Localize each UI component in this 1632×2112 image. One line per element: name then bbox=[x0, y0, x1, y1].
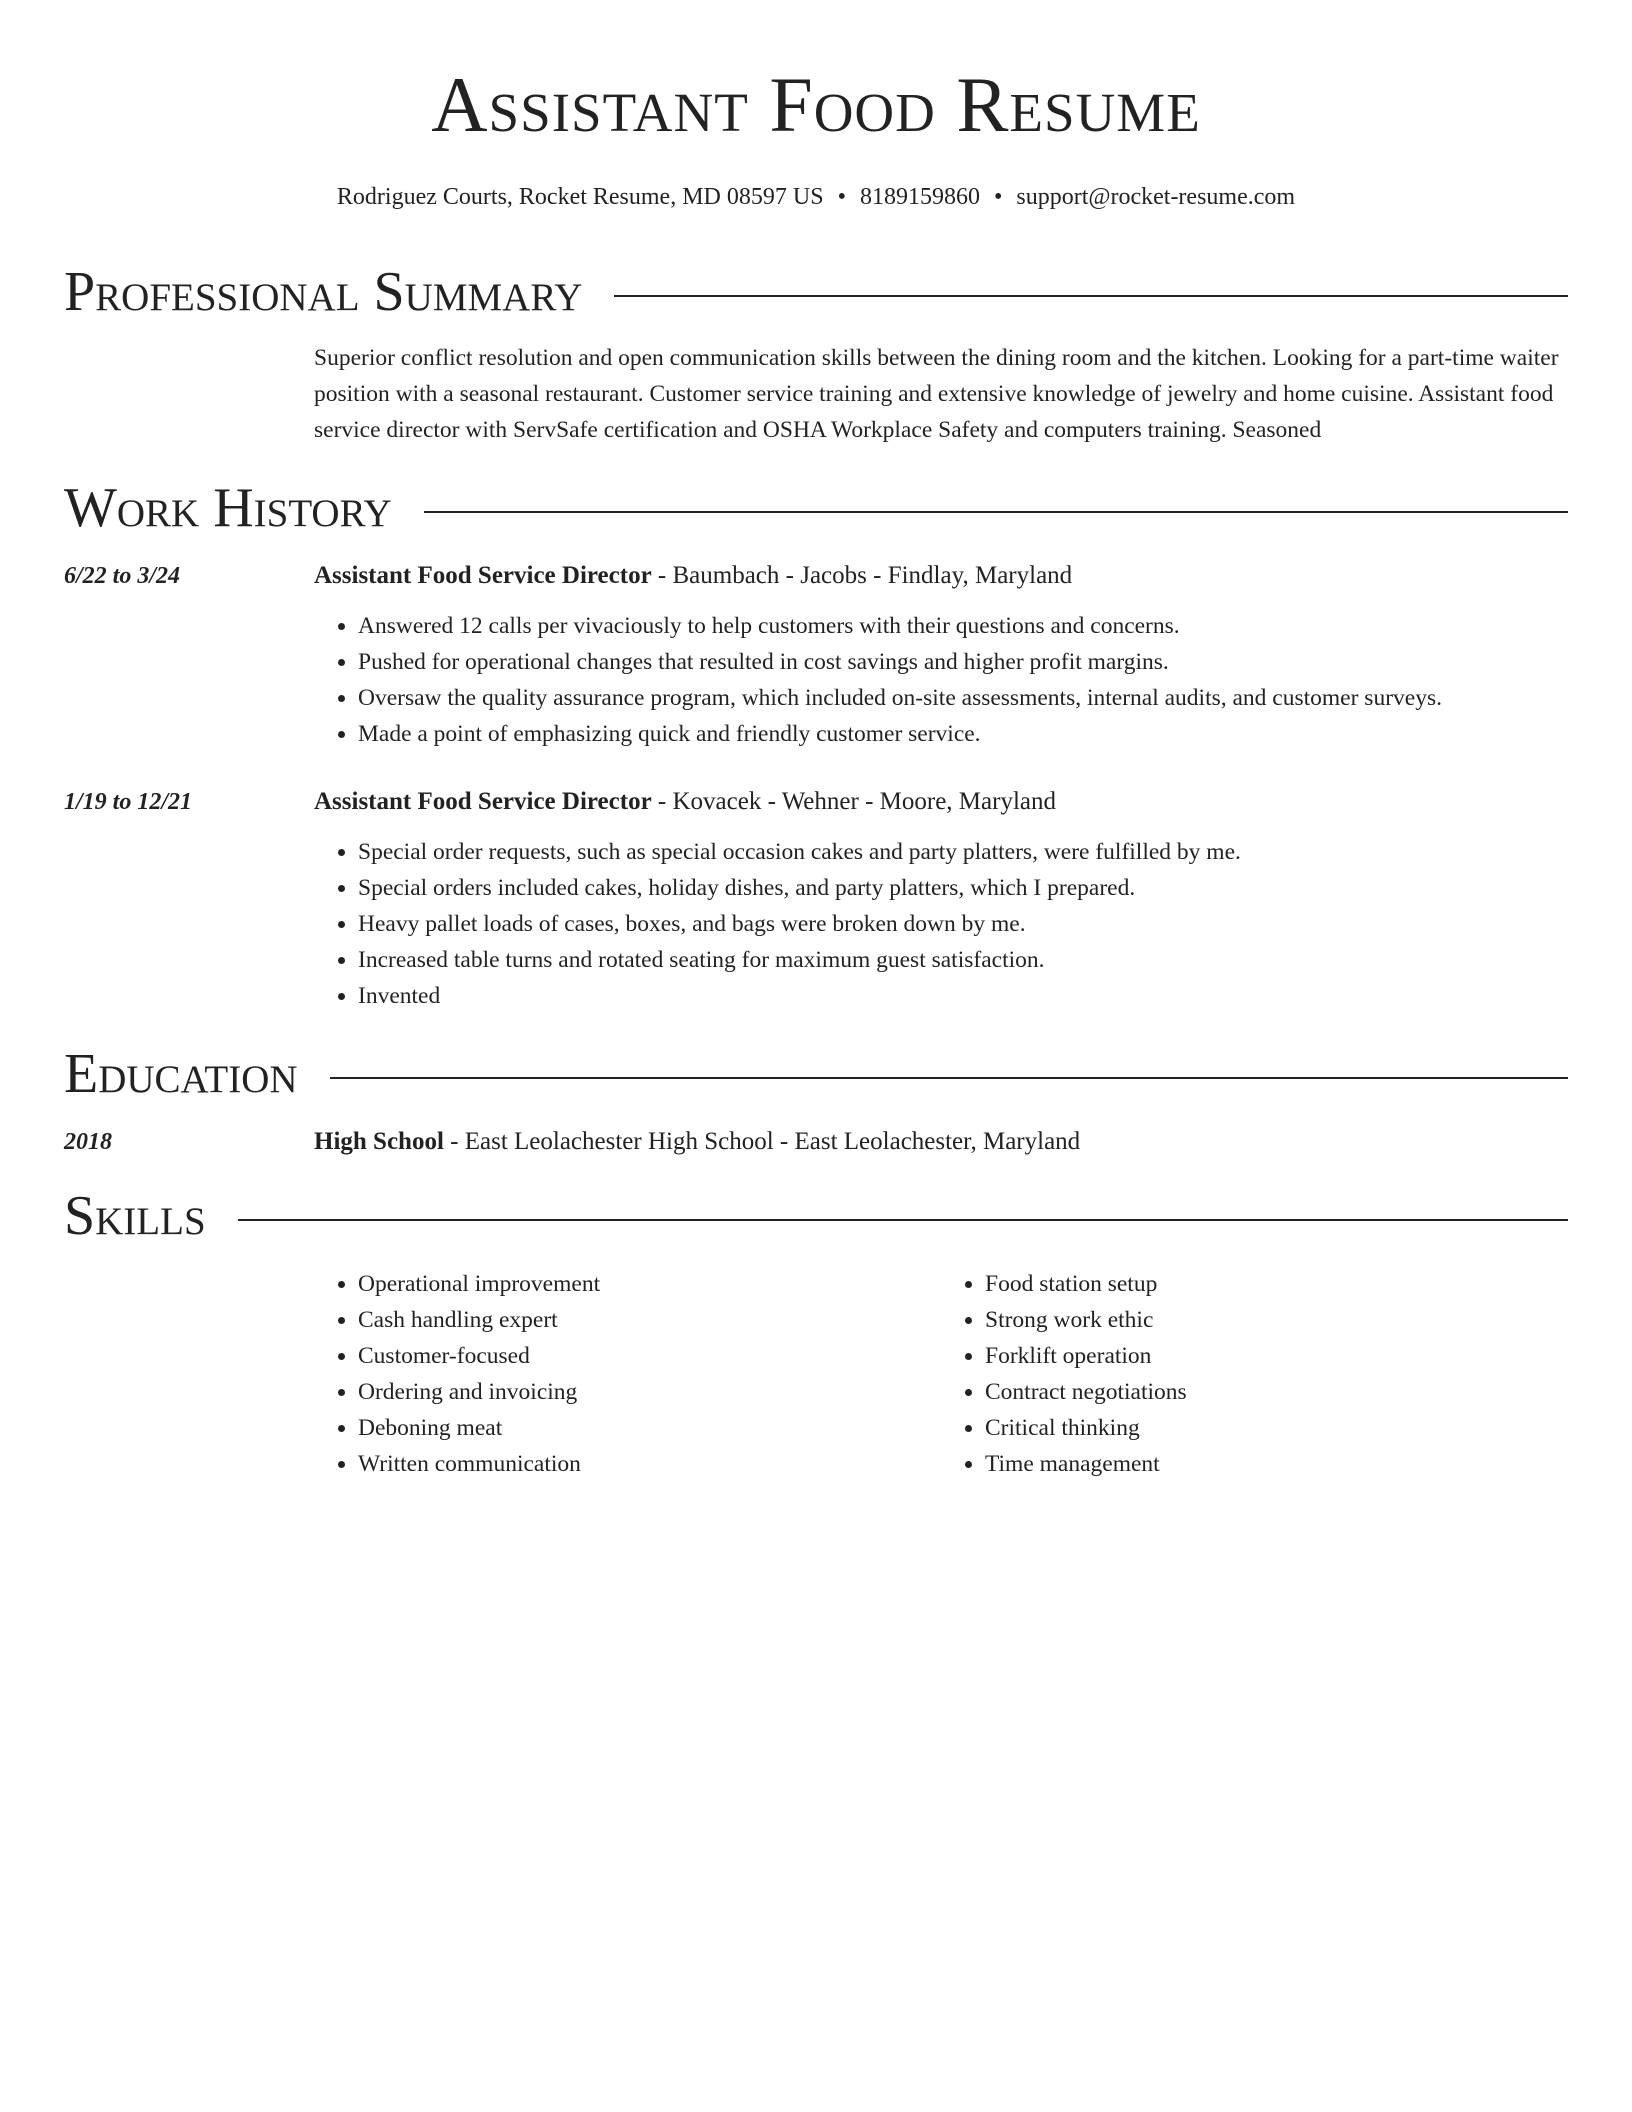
contact-separator: • bbox=[837, 184, 846, 210]
education-date: 2018 bbox=[64, 1129, 112, 1155]
job-bullet: • Special orders included cakes, holiday dishes, and party platters, which I prepared. bbox=[358, 870, 1568, 906]
contact-line bbox=[64, 182, 1568, 212]
skill-item: • Customer-focused bbox=[358, 1338, 941, 1374]
section-divider bbox=[238, 1219, 1568, 1221]
work-section-header bbox=[64, 476, 1568, 540]
work-heading: Work History bbox=[64, 477, 392, 539]
contact-email: support@rocket-resume.com bbox=[1016, 184, 1296, 210]
skills-heading: Skills bbox=[64, 1185, 206, 1247]
education-title-line bbox=[314, 1124, 1568, 1160]
summary-section-header bbox=[64, 260, 1568, 324]
job-bullet: • Pushed for operational changes that resulted in cost savings and higher profit margins. bbox=[358, 644, 1568, 680]
job-details: - Baumbach - Jacobs - Findlay, Maryland bbox=[651, 562, 1073, 589]
education-heading: Education bbox=[64, 1043, 298, 1105]
job-bullet: • Special order requests, such as special occasion cakes and party platters, were fulfilled by me. bbox=[358, 834, 1568, 870]
summary-heading: Professional Summary bbox=[64, 261, 583, 323]
skills-columns bbox=[314, 1266, 1568, 1482]
job-details: - Kovacek - Wehner - Moore, Maryland bbox=[651, 788, 1056, 815]
skill-item: • Ordering and invoicing bbox=[358, 1374, 941, 1410]
skill-item: • Forklift operation bbox=[985, 1338, 1568, 1374]
section-divider bbox=[330, 1077, 1568, 1079]
skill-item: • Cash handling expert bbox=[358, 1302, 941, 1338]
job-bullet: • Oversaw the quality assurance program, which included on-site assessments, internal audits, and customer surveys. bbox=[358, 680, 1568, 716]
skills-section-header bbox=[64, 1184, 1568, 1248]
skill-item: • Operational improvement bbox=[358, 1266, 941, 1302]
job-title: Assistant Food Service Director bbox=[314, 788, 652, 815]
job-title-line bbox=[314, 784, 1568, 820]
job-bullets bbox=[314, 608, 1568, 752]
job-entry bbox=[64, 784, 1568, 1014]
job-body bbox=[314, 784, 1568, 1014]
job-bullet: • Heavy pallet loads of cases, boxes, and bags were broken down by me. bbox=[358, 906, 1568, 942]
job-bullet: • Increased table turns and rotated seating for maximum guest satisfaction. bbox=[358, 942, 1568, 978]
skill-item: • Deboning meat bbox=[358, 1410, 941, 1446]
skill-item: • Food station setup bbox=[985, 1266, 1568, 1302]
job-body bbox=[314, 558, 1568, 752]
job-title-line bbox=[314, 558, 1568, 594]
job-dates: 1/19 to 12/21 bbox=[64, 789, 193, 815]
skill-item: • Contract negotiations bbox=[985, 1374, 1568, 1410]
job-bullet: • Answered 12 calls per vivaciously to help customers with their questions and concerns. bbox=[358, 608, 1568, 644]
contact-phone: 8189159860 bbox=[859, 184, 980, 210]
job-bullet: • Invented bbox=[358, 978, 1568, 1014]
job-title: Assistant Food Service Director bbox=[314, 562, 652, 589]
section-divider bbox=[424, 511, 1568, 513]
skills-list-left bbox=[314, 1266, 941, 1482]
education-body bbox=[314, 1124, 1568, 1160]
skill-item: • Critical thinking bbox=[985, 1410, 1568, 1446]
summary-text: Superior conflict resolution and open communication skills between the dining room and the kitchen. Looking for a part-time waiter position with a seasonal restaurant. Customer service training and extensive knowledge of jewelry and home cuisine. Assistant food service director with ServSafe certification and OSHA Workplace Safety and computers training. Seasoned bbox=[314, 345, 1559, 443]
education-section-header bbox=[64, 1042, 1568, 1106]
contact-separator: • bbox=[993, 184, 1003, 210]
education-details: - East Leolachester High School - East Leolachester, Maryland bbox=[443, 1128, 1081, 1155]
skill-item: • Strong work ethic bbox=[985, 1302, 1568, 1338]
skill-item: • Time management bbox=[985, 1446, 1568, 1482]
job-dates: 6/22 to 3/24 bbox=[64, 563, 181, 589]
job-bullet: • Made a point of emphasizing quick and friendly customer service. bbox=[358, 716, 1568, 752]
job-bullets bbox=[314, 834, 1568, 1014]
skills-list-right bbox=[941, 1266, 1568, 1482]
education-entry bbox=[64, 1124, 1568, 1160]
resume-title: Assistant Food Resume bbox=[431, 61, 1201, 148]
education-degree: High School bbox=[314, 1128, 444, 1155]
skill-item: • Written communication bbox=[358, 1446, 941, 1482]
job-entry bbox=[64, 558, 1568, 752]
contact-address: Rodriguez Courts, Rocket Resume, MD 08597 US bbox=[336, 184, 824, 210]
section-divider bbox=[614, 295, 1568, 297]
